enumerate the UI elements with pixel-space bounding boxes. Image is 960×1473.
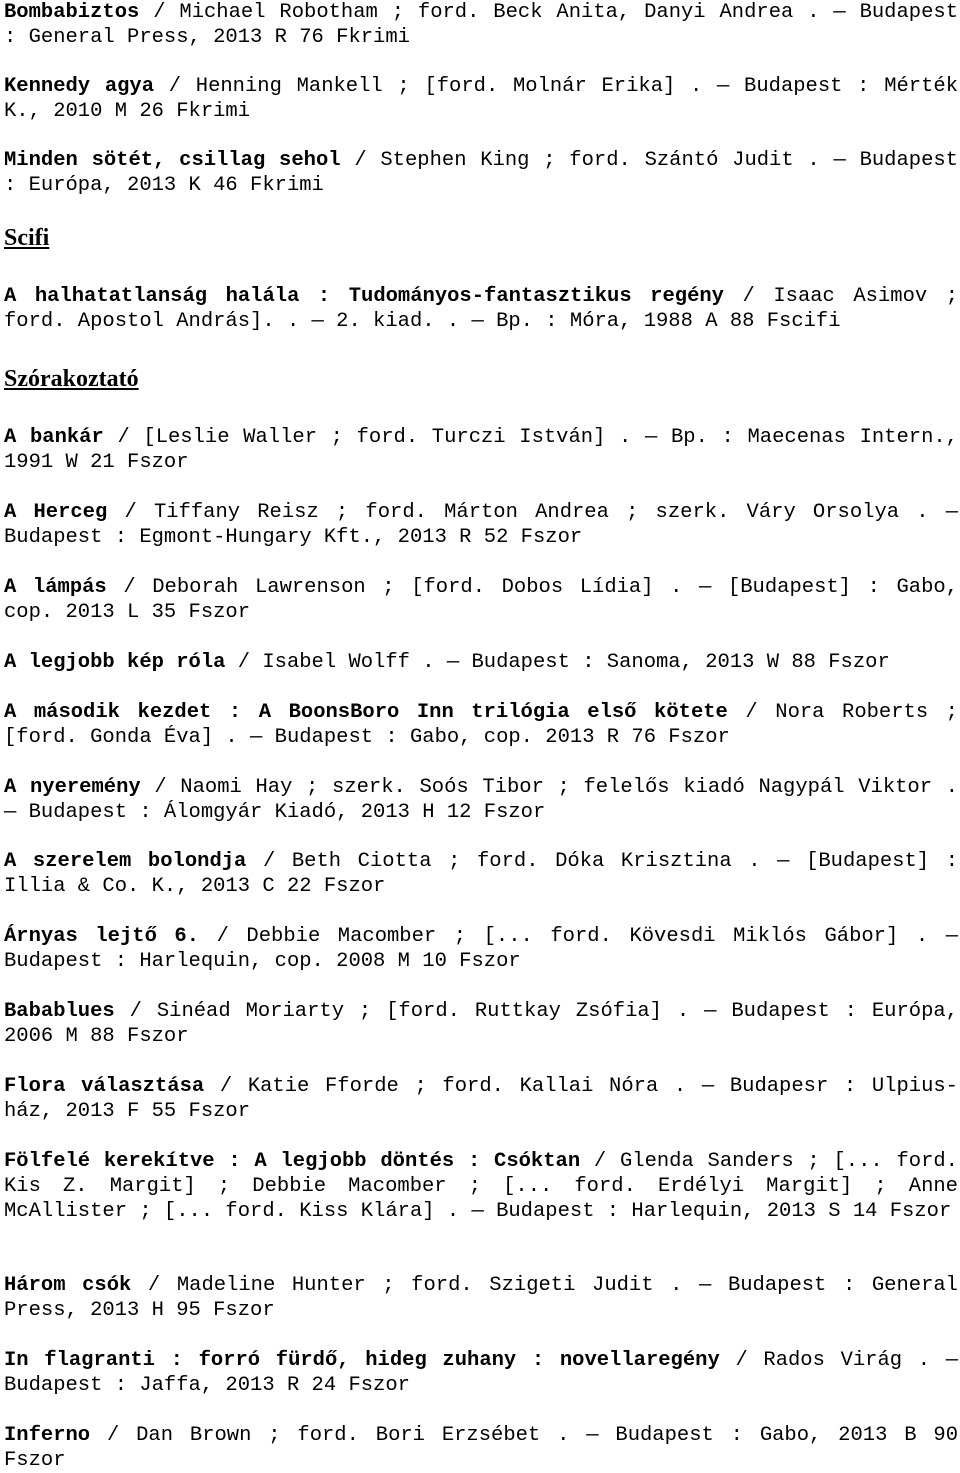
entry-in-flagranti (4, 1348, 958, 1398)
entry-title: Bombabiztos (4, 1, 140, 24)
entry-harom-csok (4, 1273, 958, 1323)
entry-folfele-kerekitve (4, 1149, 958, 1224)
entry-title: A lámpás (4, 576, 107, 599)
entry-title: A szerelem bolondja (4, 850, 247, 873)
entry-a-masodik-kezdet (4, 700, 958, 750)
entry-a-szerelem-bolondja (4, 849, 958, 899)
entry-title: Babablues (4, 1000, 115, 1023)
entry-details: / Nora Roberts ; [ford. Gonda Éva] . — Budapest : Gabo, cop. 2013 R 76 Fszor (4, 701, 958, 749)
entry-title: Inferno (4, 1424, 91, 1447)
section-heading-scifi: Scifi (4, 225, 50, 251)
entry-arnyas-lejto (4, 924, 958, 974)
entry-details: / Deborah Lawrenson ; [ford. Dobos Lídia] . — [Budapest] : Gabo, cop. 2013 L 35 Fszor (4, 576, 958, 624)
entry-details: / Debbie Macomber ; [... ford. Kövesdi Miklós Gábor] . — Budapest : Harlequin, cop. 2008 M 10 Fszor (4, 925, 958, 973)
entry-title: Kennedy agya (4, 75, 155, 98)
entry-a-legjobb-kep-rola (4, 650, 890, 675)
entry-details: / Isaac Asimov ; ford. Apostol András]. . — 2. kiad. . — Bp. : Móra, 1988 A 88 Fscifi (4, 285, 958, 333)
entry-title: A nyeremény (4, 776, 141, 799)
entry-a-nyeremeny (4, 775, 958, 825)
entry-details: / Katie Fforde ; ford. Kallai Nóra . — Budapesr : Ulpius-ház, 2013 F 55 Fszor (4, 1075, 958, 1123)
entry-title: A halhatatlanság halála : Tudományos-fantasztikus regény (4, 285, 724, 308)
entry-a-bankar (4, 425, 958, 475)
entry-details: / Rados Virág . — Budapest : Jaffa, 2013 R 24 Fszor (4, 1349, 959, 1397)
entry-a-halhatatlansag-halala (4, 284, 958, 334)
entry-minden-sotet (4, 148, 958, 198)
entry-details: / Isabel Wolff . — Budapest : Sanoma, 2013 W 88 Fszor (225, 651, 890, 674)
entry-title: A bankár (4, 426, 104, 449)
entry-title: Három csók (4, 1274, 132, 1297)
entry-babablues (4, 999, 958, 1049)
entry-a-lampas (4, 575, 958, 625)
entry-details: / Beth Ciotta ; ford. Dóka Krisztina . — [Budapest] : Illia & Co. K., 2013 C 22 Fszor (4, 850, 958, 898)
entry-flora-valasztasa (4, 1074, 958, 1124)
entry-title: A második kezdet : A BoonsBoro Inn trilógia első kötete (4, 701, 728, 724)
entry-title: Fölfelé kerekítve : A legjobb döntés : Csóktan (4, 1150, 581, 1173)
entry-title: A legjobb kép róla (4, 651, 226, 674)
entry-title: In flagranti : forró fürdő, hideg zuhany : novellaregény (4, 1349, 720, 1372)
entry-kennedy-agya (4, 74, 958, 124)
entry-details: / Naomi Hay ; szerk. Soós Tibor ; felelős kiadó Nagypál Viktor . — Budapest : Álomgyár Kiadó, 2013 H 12 Fszor (4, 776, 958, 824)
entry-title: Flora választása (4, 1075, 205, 1098)
entry-title: A Herceg (4, 501, 108, 524)
entry-details: / Sinéad Moriarty ; [ford. Ruttkay Zsófia] . — Budapest : Európa, 2006 M 88 Fszor (4, 1000, 958, 1048)
entry-title: Minden sötét, csillag sehol (4, 149, 341, 172)
entry-details: / Tiffany Reisz ; ford. Márton Andrea ; szerk. Váry Orsolya . — Budapest : Egmont-Hungary Kft., 2013 R 52 Fszor (4, 501, 958, 549)
entry-title: Árnyas lejtő 6. (4, 925, 200, 948)
entry-bombabiztos (4, 0, 958, 50)
entry-details: / Henning Mankell ; [ford. Molnár Erika] . — Budapest : Mérték K., 2010 M 26 Fkrimi (4, 75, 959, 123)
entry-details: / Glenda Sanders ; [... ford. Kis Z. Margit] ; Debbie Macomber ; [... ford. Erdélyi Margit] ; Anne McAllister ; [... ford. Kiss Klára] . — Budapest : Harlequin, 2013 S 14 Fszor (4, 1150, 958, 1223)
entry-a-herceg (4, 500, 958, 550)
entry-details: / Stephen King ; ford. Szántó Judit . — Budapest : Európa, 2013 K 46 Fkrimi (4, 149, 958, 197)
entry-details: / [Leslie Waller ; ford. Turczi István] . — Bp. : Maecenas Intern., 1991 W 21 Fszor (4, 426, 958, 474)
section-heading-szorakoztato: Szórakoztató (4, 366, 139, 392)
entry-details: / Michael Robotham ; ford. Beck Anita, Danyi Andrea . — Budapest : General Press, 2013 R 76 Fkrimi (4, 1, 958, 49)
entry-details: / Dan Brown ; ford. Bori Erzsébet . — Budapest : Gabo, 2013 B 90 Fszor (4, 1424, 958, 1472)
entry-inferno (4, 1423, 958, 1473)
entry-details: / Madeline Hunter ; ford. Szigeti Judit . — Budapest : General Press, 2013 H 95 Fszor (4, 1274, 958, 1322)
